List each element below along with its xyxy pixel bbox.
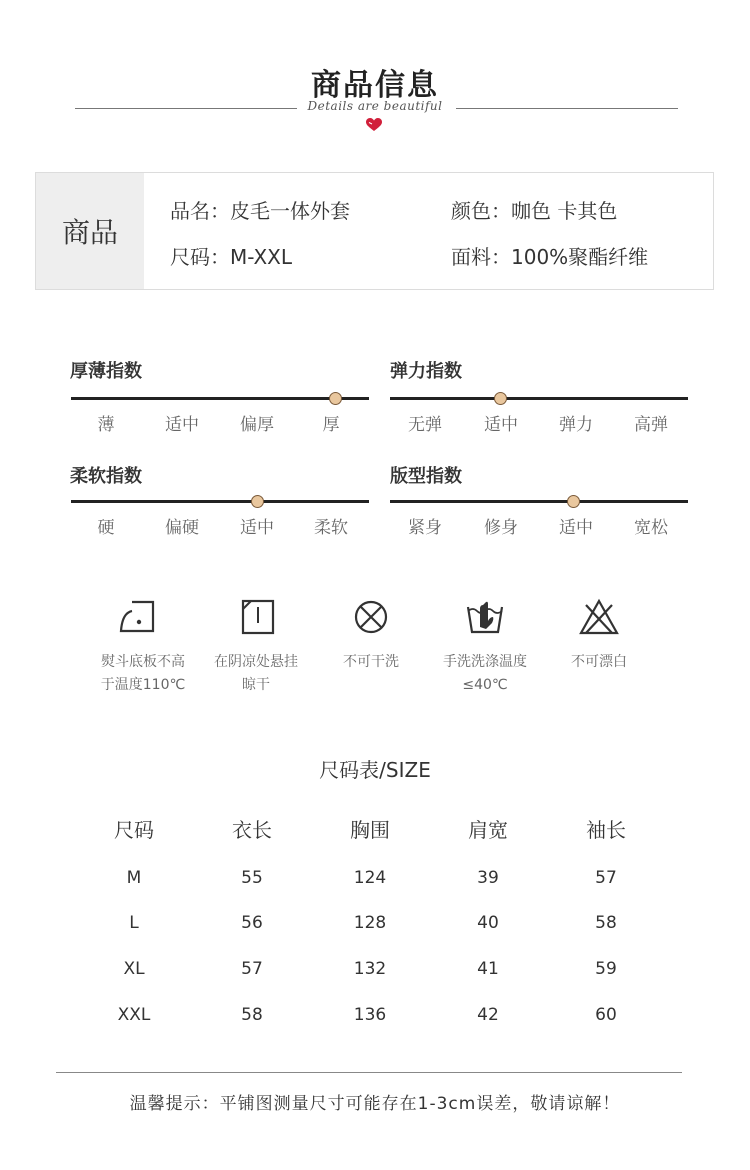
scale-label: 宽松 [634,518,668,538]
size-table-header: 袖长 [586,818,626,842]
product-name: 品名：皮毛一体外套 [170,199,350,223]
scale-title-fit: 版型指数 [390,466,462,487]
size-table-cell: 59 [595,959,617,979]
size-table-cell: 58 [241,1005,263,1025]
scale-label: 适中 [484,415,518,435]
scale-label: 弹力 [559,415,593,435]
scale-label: 适中 [240,518,274,538]
size-table-header: 尺码 [114,818,154,842]
size-table-cell: 55 [241,868,263,888]
size-table-title: 尺码表/SIZE [319,758,431,782]
size-table-cell: 58 [595,913,617,933]
care-text-no-bleach: 不可漂白 [571,654,627,670]
drip-dry-shade-icon [233,597,283,637]
size-table-cell: 40 [477,913,499,933]
page-subtitle: Details are beautiful [307,99,443,113]
scale-label: 适中 [559,518,593,538]
scale-marker-thickness [329,392,342,405]
scale-marker-fit [567,495,580,508]
care-text-no-dry-clean: 不可干洗 [343,654,399,670]
size-table-cell: 57 [241,959,263,979]
size-table-cell: XL [123,959,145,979]
scale-label: 偏厚 [240,415,274,435]
size-table-cell: 60 [595,1005,617,1025]
no-bleach-icon [574,597,624,637]
size-table-cell: 42 [477,1005,499,1025]
size-table-cell: 136 [353,1005,387,1025]
footer-divider [56,1072,682,1073]
care-text-drip-dry: 在阴凉处悬挂 晾干 [214,654,298,693]
scale-bar-softness [71,500,369,503]
no-dry-clean-icon [346,597,396,637]
iron-low-temp-icon [117,597,167,637]
product-color: 颜色：咖色 卡其色 [451,199,618,223]
product-info-box [35,172,714,290]
scale-bar-thickness [71,397,369,400]
product-side-label: 商品 [36,173,144,289]
care-text-hand-wash: 手洗洗涤温度 ≤40℃ [443,654,527,693]
page-title: 商品信息 [311,68,439,103]
scale-bar-elasticity [390,397,688,400]
size-table-header: 衣长 [232,818,272,842]
size-table-cell: 56 [241,913,263,933]
scale-title-elasticity: 弹力指数 [390,361,462,382]
scale-label: 柔软 [314,518,348,538]
care-text-iron: 熨斗底板不高 于温度110℃ [100,654,186,693]
measurement-tip: 温馨提示：平铺图测量尺寸可能存在1-3cm误差，敬请谅解！ [129,1094,621,1114]
size-table-cell: 41 [477,959,499,979]
hand-wash-icon [460,597,510,637]
heart-icon [366,118,382,132]
scale-label: 无弹 [408,415,442,435]
scale-label: 紧身 [408,518,442,538]
scale-title-thickness: 厚薄指数 [70,361,142,382]
product-size: 尺码：M-XXL [170,245,293,269]
size-table-header: 肩宽 [468,818,508,842]
scale-bar-fit [390,500,688,503]
size-table-cell: L [129,913,139,933]
scale-label: 高弹 [634,415,668,435]
size-table-cell: 128 [353,913,387,933]
scale-label: 硬 [97,518,115,538]
size-table-header: 胸围 [350,818,390,842]
scale-label: 修身 [484,518,518,538]
size-table-cell: 57 [595,868,617,888]
scale-title-softness: 柔软指数 [70,466,142,487]
scale-label: 偏硬 [165,518,199,538]
scale-marker-elasticity [494,392,507,405]
size-table-cell: XXL [117,1005,151,1025]
size-table-cell: M [126,868,142,888]
scale-label: 厚 [322,415,340,435]
size-table-cell: 132 [353,959,387,979]
product-fabric: 面料：100%聚酯纤维 [451,245,649,269]
scale-marker-softness [251,495,264,508]
size-table-cell: 124 [353,868,387,888]
scale-label: 适中 [165,415,199,435]
size-table-cell: 39 [477,868,499,888]
scale-label: 薄 [97,415,115,435]
